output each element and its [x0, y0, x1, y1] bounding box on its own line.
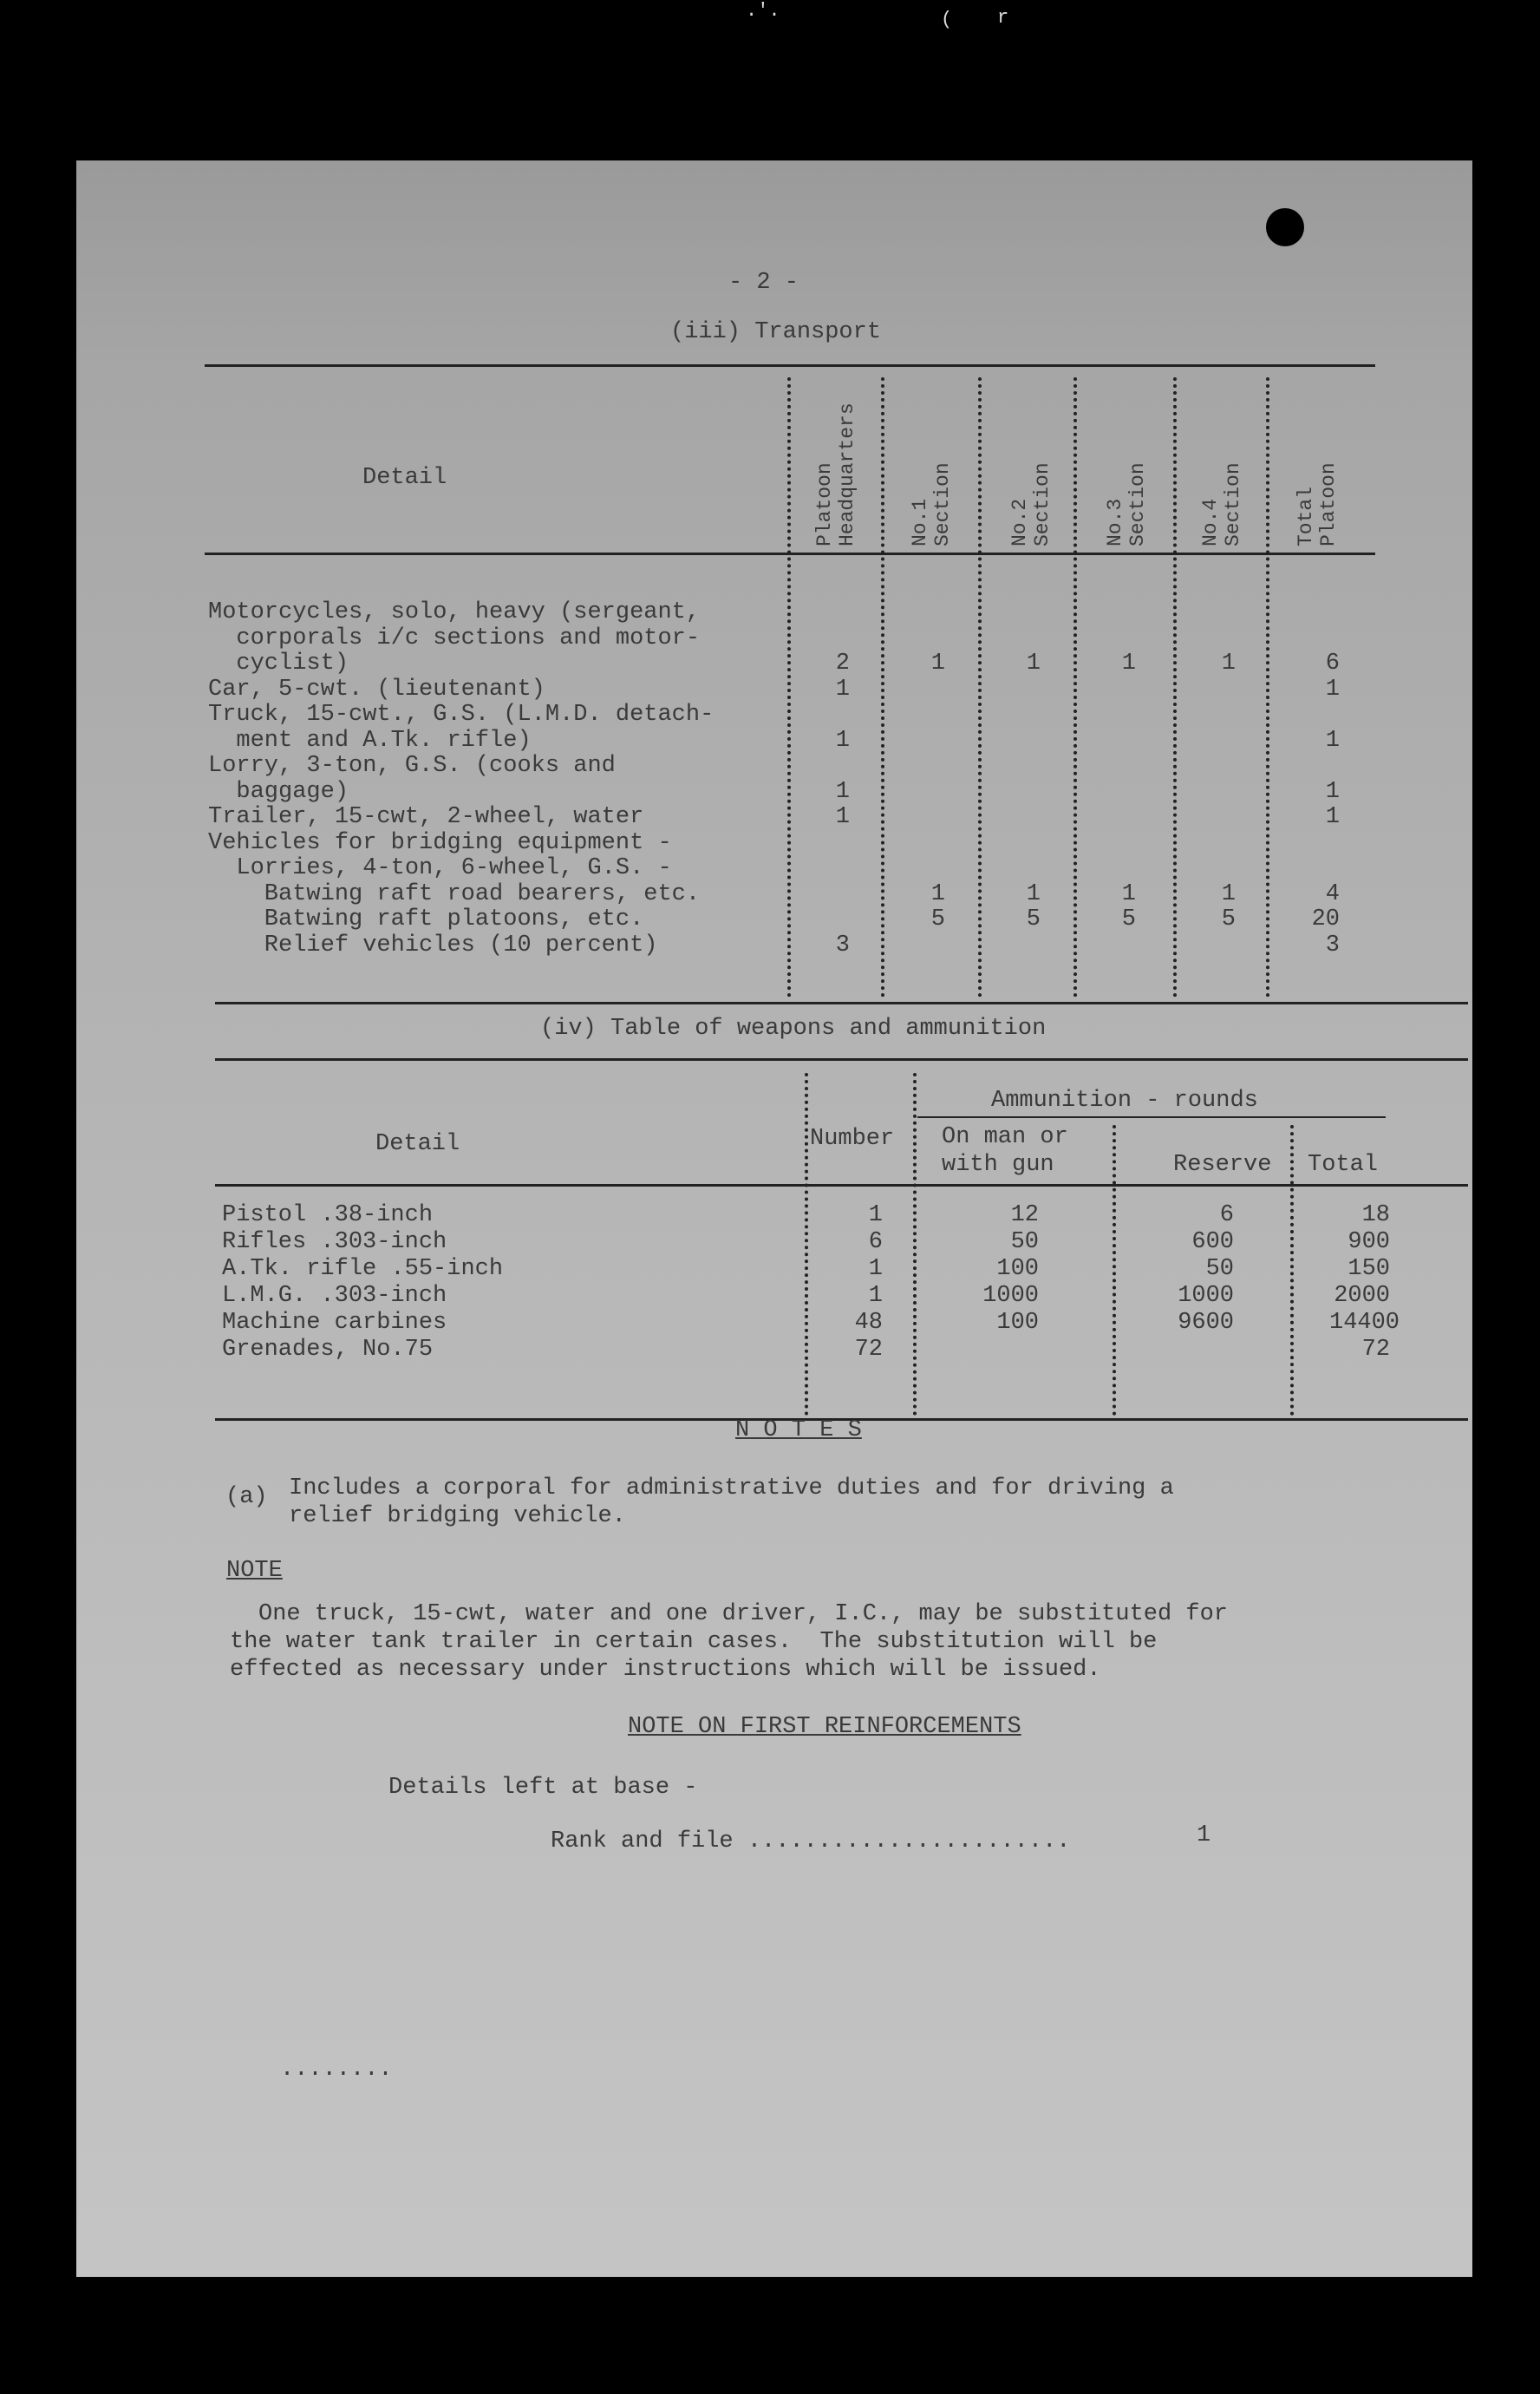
- transport-row-label: baggage): [208, 778, 349, 805]
- transport-row-label: Batwing raft platoons, etc.: [208, 906, 644, 932]
- transport-cell: 1: [835, 727, 850, 754]
- transport-bottom-rule: [215, 1002, 1468, 1004]
- page-number: - 2 -: [728, 270, 799, 296]
- transport-col-divider: [1266, 377, 1269, 998]
- transport-cell: 5: [1026, 906, 1041, 932]
- weapon-cell: 6: [868, 1229, 883, 1255]
- transport-row-label: Motorcycles, solo, heavy (sergeant,: [208, 599, 701, 625]
- weapon-cell: 1: [868, 1256, 883, 1282]
- transport-row-label: corporals i/c sections and motor-: [208, 625, 701, 651]
- weapon-cell: 100: [996, 1256, 1039, 1282]
- edge-speck: (: [941, 9, 953, 30]
- weapon-cell: 2000: [1334, 1283, 1390, 1309]
- transport-row-label: ment and A.Tk. rifle): [208, 727, 532, 754]
- transport-col-header: Section: [931, 462, 954, 546]
- notes-heading: N O T E S: [735, 1417, 862, 1443]
- transport-cell: 5: [930, 906, 945, 932]
- weapon-cell: 9600: [1178, 1310, 1234, 1336]
- transport-row-label: Lorry, 3-ton, G.S. (cooks and: [208, 753, 616, 779]
- transport-cell: 1: [1026, 651, 1041, 677]
- transport-cell: 1: [1026, 880, 1041, 907]
- weapon-cell: 72: [1361, 1337, 1390, 1363]
- weapon-cell: 50: [1010, 1229, 1039, 1255]
- transport-cell: 1: [1325, 778, 1340, 805]
- weapon-cell: 14400: [1329, 1310, 1400, 1336]
- weapon-row-label: A.Tk. rifle .55-inch: [222, 1256, 504, 1282]
- ammo-onman-header-2: with gun: [942, 1152, 1054, 1178]
- weapon-cell: 1: [868, 1283, 883, 1309]
- footer-dots: ........: [280, 2057, 393, 2083]
- transport-cell: 1: [1325, 804, 1340, 830]
- transport-col-header: Platoon: [1317, 462, 1340, 546]
- weapons-title: (iv) Table of weapons and ammunition: [540, 1016, 1047, 1042]
- rank-and-file-value: 1: [1197, 1822, 1211, 1848]
- transport-col-header: Section: [1031, 462, 1054, 546]
- weapon-row-label: Grenades, No.75: [222, 1337, 434, 1363]
- note-line-1: One truck, 15-cwt, water and one driver, I.C., may be substituted for: [258, 1601, 1228, 1627]
- document-page: [76, 160, 1472, 2277]
- ammunition-header: Ammunition - rounds: [991, 1088, 1258, 1114]
- weapon-cell: 600: [1191, 1229, 1234, 1255]
- weapon-cell: 12: [1010, 1202, 1039, 1228]
- ammo-onman-header-1: On man or: [942, 1124, 1068, 1150]
- ammunition-header-rule: [917, 1116, 1386, 1118]
- edge-speck: r: [997, 7, 1009, 29]
- rank-and-file-label: Rank and file .......................: [551, 1828, 1071, 1854]
- weapons-col-divider: [913, 1073, 917, 1416]
- note-a-line-1: Includes a corporal for administrative duties and for driving a: [289, 1475, 1174, 1501]
- weapon-cell: 900: [1348, 1229, 1390, 1255]
- transport-col-header: Platoon: [813, 462, 836, 546]
- transport-cell: 1: [835, 676, 850, 703]
- transport-cell: 4: [1325, 880, 1340, 907]
- weapon-cell: 48: [854, 1310, 883, 1336]
- weapon-cell: 18: [1361, 1202, 1390, 1228]
- weapons-header-rule: [215, 1184, 1468, 1187]
- transport-col-header: Headquarters: [836, 402, 858, 546]
- weapons-col-divider: [1290, 1125, 1294, 1416]
- transport-col-header: No.2: [1008, 498, 1031, 546]
- transport-header-rule: [205, 553, 1375, 555]
- note-line-2: the water tank trailer in certain cases. The substitution will be: [230, 1629, 1158, 1655]
- weapon-row-label: Rifles .303-inch: [222, 1229, 447, 1255]
- note-a-line-2: relief bridging vehicle.: [289, 1503, 626, 1529]
- transport-cell: 1: [930, 651, 945, 677]
- reinforcements-heading: NOTE ON FIRST REINFORCEMENTS: [628, 1714, 1021, 1740]
- note-heading: NOTE: [226, 1558, 283, 1584]
- transport-cell: 5: [1221, 906, 1236, 932]
- weapon-cell: 100: [996, 1310, 1039, 1336]
- transport-cell: 5: [1121, 906, 1136, 932]
- weapon-cell: 72: [854, 1337, 883, 1363]
- transport-row-label: Trailer, 15-cwt, 2-wheel, water: [208, 804, 644, 830]
- transport-detail-header: Detail: [362, 465, 447, 491]
- transport-col-header: No.1: [909, 498, 931, 546]
- transport-row-label: cyclist): [208, 651, 349, 677]
- transport-cell: 2: [835, 651, 850, 677]
- weapons-detail-header: Detail: [375, 1131, 460, 1157]
- details-left-line: Details left at base -: [388, 1775, 698, 1801]
- transport-title: (iii) Transport: [670, 319, 882, 345]
- transport-cell: 1: [835, 804, 850, 830]
- punch-hole: [1266, 208, 1304, 246]
- edge-speck: .'.: [746, 0, 780, 22]
- transport-cell: 1: [1325, 727, 1340, 754]
- transport-cell: 6: [1325, 651, 1340, 677]
- transport-col-header: Section: [1126, 462, 1149, 546]
- weapons-number-header: Number: [810, 1126, 895, 1152]
- transport-col-header: Section: [1222, 462, 1244, 546]
- transport-col-header: No.3: [1104, 498, 1126, 546]
- transport-row-label: Lorries, 4-ton, 6-wheel, G.S. -: [208, 855, 672, 881]
- transport-row-label: Vehicles for bridging equipment -: [208, 829, 672, 856]
- transport-cell: 3: [835, 932, 850, 958]
- ammo-reserve-header: Reserve: [1173, 1152, 1272, 1178]
- weapon-cell: 1000: [1178, 1283, 1234, 1309]
- weapon-cell: 50: [1205, 1256, 1234, 1282]
- transport-col-header: Total: [1295, 486, 1317, 546]
- transport-cell: 1: [1221, 651, 1236, 677]
- transport-cell: 1: [835, 778, 850, 805]
- weapons-col-divider: [1113, 1125, 1116, 1416]
- transport-cell: 1: [1121, 651, 1136, 677]
- transport-top-rule: [205, 364, 1375, 367]
- ammo-total-header: Total: [1308, 1152, 1379, 1178]
- transport-cell: 1: [1221, 880, 1236, 907]
- weapon-row-label: L.M.G. .303-inch: [222, 1283, 447, 1309]
- weapon-cell: 150: [1348, 1256, 1390, 1282]
- transport-col-header: No.4: [1199, 498, 1222, 546]
- note-line-3: effected as necessary under instructions which will be issued.: [230, 1657, 1101, 1683]
- transport-cell: 20: [1311, 906, 1340, 932]
- weapon-cell: 6: [1219, 1202, 1234, 1228]
- transport-cell: 1: [930, 880, 945, 907]
- weapons-col-divider: [805, 1073, 808, 1416]
- transport-row-label: Car, 5-cwt. (lieutenant): [208, 676, 545, 703]
- weapon-row-label: Pistol .38-inch: [222, 1202, 434, 1228]
- note-a-label: (a): [225, 1484, 268, 1510]
- transport-cell: 1: [1121, 880, 1136, 907]
- weapon-cell: 1000: [982, 1283, 1039, 1309]
- transport-row-label: Batwing raft road bearers, etc.: [208, 880, 701, 907]
- weapons-top-rule: [215, 1058, 1468, 1061]
- transport-cell: 1: [1325, 676, 1340, 703]
- weapon-row-label: Machine carbines: [222, 1310, 447, 1336]
- transport-row-label: Truck, 15-cwt., G.S. (L.M.D. detach-: [208, 702, 715, 728]
- transport-row-label: Relief vehicles (10 percent): [208, 932, 658, 958]
- transport-cell: 3: [1325, 932, 1340, 958]
- weapon-cell: 1: [868, 1202, 883, 1228]
